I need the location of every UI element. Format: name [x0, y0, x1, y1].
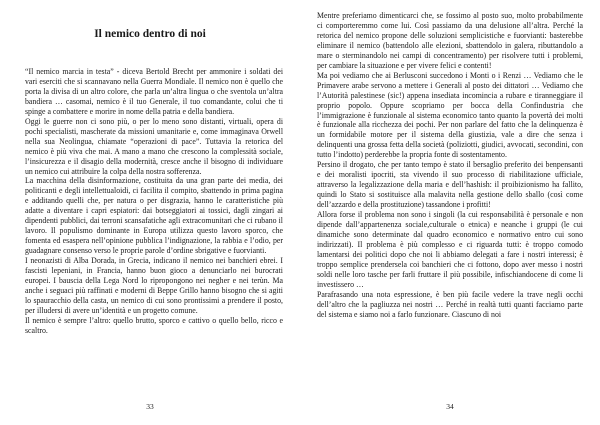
paragraph: La macchina della disinformazione, costituita da una gran parte dei media, dei politicanti e degli intellettualoidi, ci facilita il compito, sbattendo in prima pagina e additando quelli che, per natura o per disgrazia, hanno le caratteristiche più adatte a diventare i capri espiatori: dai botseggiatori ai tossici, dagli zingari ai dipendenti pubblici, dai terroni scansafatiche agli extracomunitari che ci rubano il lavoro. Il populismo dominante in Europa utilizza questo lavoro sporco, che fomenta ed esaspera nell’opinione pubblica l’indignazione, la rabbia e l’odio, per guadagnare consenso verso le proprie parole d’ordine sbrigative e fuorvianti.: [25, 176, 283, 256]
paragraph: Ma poi vediamo che ai Berlusconi succedono i Monti o i Renzi … Vediamo che le Primavere arabe servono a mettere i Generali al posto dei dittatori … Vediamo che l’Autorità palestinese (sic!) appena insediata incomincia a rubare e tiranneggiare il proprio popolo. Oppure scopriamo per bocca della Confindustria che l’immigrazione è funzionale al sistema economico tanto quanto la povertà dei molti è funzionale alla ricchezza dei pochi. Per non parlare del fatto che la delinquenza è un formidabile motore per il sistema della giustizia, vale a dire che senza i delinquenti una grossa fetta della società (poliziotti, giudici, avvocati, secondini, con tutto l’indotto) perderebbe la propria fonte di sostentamento.: [317, 70, 583, 160]
paragraph: Mentre preferiamo dimenticarci che, se fossimo al posto suo, molto probabilmente ci comporteremmo come lui. Così passiamo da una delusione all’altra. Perché la retorica del nemico propone delle soluzioni semplicistiche e fuorvianti: basterebbe eliminare il nemico (battendolo alle elezioni, sbattendolo in galera, ributtandolo a mare o sterminandolo nei campi di concentramento) per risolvere tutti i problemi, per cambiare la situazione e per vivere felici e contenti!: [317, 11, 583, 70]
paragraph: Oggi le guerre non ci sono più, o per lo meno sono distanti, virtuali, opera di pochi specialisti, mascherate da missioni umanitarie e, come immaginava Orwell nella sua Neolingua, chiamate “operazioni di pace”. Tuttavia la retorica del nemico è più viva che mai. A mano a mano che crescono la complessità sociale, l’insicurezza e il disagio della modernità, cresce anche il bisogno di individuare un nemico cui attribuire la colpa della nostra sofferenza.: [25, 116, 283, 176]
paragraph: Allora forse il problema non sono i singoli (la cui responsabilità è personale e non dipende dall’appartenenza sociale,culturale o etnica) e neanche i gruppi (le cui dinamiche sono determinate dal quadro economico e normativo entro cui sono indirizzati). Il problema è più complesso e ci riguarda tutti: è troppo comodo lamentarsi dei politici dopo che noi li abbiamo delegati a fare i nostri interessi; è troppo semplice prendersela coi banchieri che ci fottono, dopo aver messo i nostri soldi nelle loro tasche per farli fruttare il più possibile, infischiandocene di come li investissero …: [317, 210, 583, 289]
paragraph: I neonazisti di Alba Dorada, in Grecia, indicano il nemico nei banchieri ebrei. I fascisti lepeniani, in Francia, hanno buon gioco a denunciarlo nei burocrati europei. I bauscia della Lega Nord lo ripropongono nei negher e nei terùn. Ma anche i seguaci più raffinati e moderni di Beppe Grillo hanno bisogno che si agiti lo spauracchio della casta, un nemico di cui sono prontissimi a prendere il posto, per illudersi di avere un’identità e un progetto comune.: [25, 256, 283, 315]
paragraph: Parafrasando una nota espressione, è ben più facile vedere la trave negli occhi dell’altro che la pagliuzza nei nostri … Perché in realtà tutti quanti facciamo parte del sistema e siamo noi a farlo funzionare. Ciascuno di noi: [317, 289, 583, 319]
page-number-left: 33: [146, 402, 154, 411]
paragraph: “Il nemico marcia in testa” - diceva Bertold Brecht per ammonire i soldati dei vari eserciti che si scannavano nella Guerra Mondiale. Il nemico non è quello che porta la divisa di un altro colore, che parla un’altra lingua o che sventola un’altra bandiera … casomai, nemico è il tuo Generale, il tuo comandante, colui che ti spinge a combattere e morire in nome della patria e della bandiera.: [25, 67, 283, 116]
right-page: [300, 0, 600, 425]
page-number-right: 34: [446, 402, 454, 411]
paragraph: Persino il drogato, che per tanto tempo è stato il bersaglio preferito dei benpensanti e dei moralisti ipocriti, sta vivendo il suo processo di riabilitazione ufficiale, attraverso la legalizzazione della maria e dell’hashish: il proibizionismo ha fallito, quindi lo Stato si sostituisce alla malavita nella gestione dello sballo (così come dell’azzardo e della prostituzione) tassandone i profitti!: [317, 160, 583, 210]
right-page-body: [317, 11, 583, 320]
left-page-body: [25, 67, 283, 336]
paragraph: Il nemico è sempre l’altro: quello brutto, sporco e cattivo o quello bello, ricco e scaltro.: [25, 315, 283, 335]
chapter-title: Il nemico dentro di noi: [94, 28, 206, 40]
